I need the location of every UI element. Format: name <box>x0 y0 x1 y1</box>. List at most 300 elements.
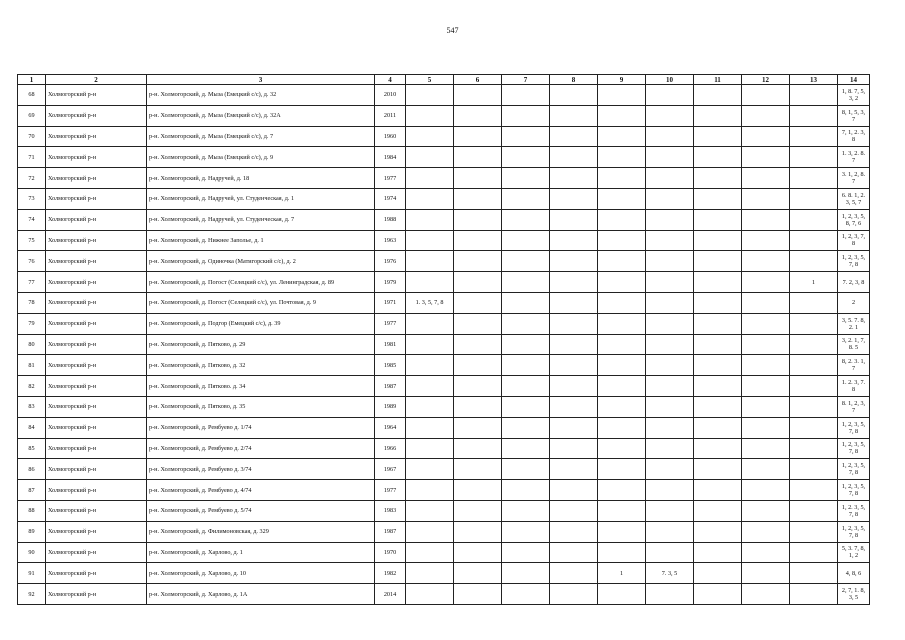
table-cell: 6. 8. 1, 2. 3, 5, 7 <box>838 188 870 209</box>
table-cell <box>646 105 694 126</box>
table-row <box>18 209 870 230</box>
table-cell <box>790 438 838 459</box>
table-cell: Холмогорский р-н <box>46 85 147 106</box>
table-cell: р-н. Холмогорский, д. Одиночка (Матигорский с/с), д. 2 <box>147 251 375 272</box>
table-row <box>18 292 870 313</box>
table-cell <box>790 251 838 272</box>
table-cell <box>646 542 694 563</box>
table-row <box>18 417 870 438</box>
table-cell <box>502 105 550 126</box>
table-cell <box>790 584 838 605</box>
table-cell <box>790 396 838 417</box>
table-cell <box>598 292 646 313</box>
table-cell: Холмогорский р-н <box>46 438 147 459</box>
table-row <box>18 272 870 293</box>
table-cell: 1966 <box>375 438 406 459</box>
table-cell: Холмогорский р-н <box>46 396 147 417</box>
table-cell: 1984 <box>375 147 406 168</box>
table-cell <box>742 168 790 189</box>
table-cell: Холмогорский р-н <box>46 480 147 501</box>
table-cell <box>406 376 454 397</box>
table-row <box>18 251 870 272</box>
table-cell <box>694 85 742 106</box>
table-cell <box>406 230 454 251</box>
table-cell <box>454 292 502 313</box>
table-cell: 92 <box>18 584 46 605</box>
table-cell <box>406 313 454 334</box>
table-cell: 79 <box>18 313 46 334</box>
table-cell <box>790 126 838 147</box>
table-cell <box>454 85 502 106</box>
table-cell <box>646 417 694 438</box>
table-cell <box>790 334 838 355</box>
table-cell <box>406 417 454 438</box>
table-cell: Холмогорский р-н <box>46 500 147 521</box>
table-cell <box>646 85 694 106</box>
table-cell <box>454 417 502 438</box>
table-cell <box>502 188 550 209</box>
table-cell <box>550 272 598 293</box>
table-cell: 82 <box>18 376 46 397</box>
table-cell <box>646 584 694 605</box>
table-cell <box>790 85 838 106</box>
table-cell <box>694 355 742 376</box>
table-row <box>18 521 870 542</box>
table-cell <box>694 417 742 438</box>
column-header: 5 <box>406 75 454 85</box>
table-cell: 1, 2, 3, 7, 8 <box>838 230 870 251</box>
table-cell <box>454 459 502 480</box>
table-cell: 86 <box>18 459 46 480</box>
table-cell <box>502 126 550 147</box>
table-cell: 1, 2, 3, 5, 8, 7, 6 <box>838 209 870 230</box>
table-cell <box>790 459 838 480</box>
table-cell <box>454 126 502 147</box>
table-cell: Холмогорский р-н <box>46 168 147 189</box>
table-row <box>18 355 870 376</box>
table-header <box>18 75 870 85</box>
table-cell: 1, 2, 3, 5, 7, 8 <box>838 438 870 459</box>
table-cell <box>742 292 790 313</box>
table-cell <box>790 521 838 542</box>
table-row <box>18 376 870 397</box>
table-cell: 1982 <box>375 563 406 584</box>
table-cell: р-н. Холмогорский, д. Харлово, д. 1А <box>147 584 375 605</box>
table-cell: 1987 <box>375 521 406 542</box>
column-header: 14 <box>838 75 870 85</box>
table-cell <box>646 292 694 313</box>
table-cell <box>406 459 454 480</box>
table-cell <box>790 500 838 521</box>
table-cell <box>646 459 694 480</box>
table-cell <box>694 251 742 272</box>
table-cell <box>790 168 838 189</box>
table-cell <box>790 376 838 397</box>
table-cell: р-н. Холмогорский, д. Рембуево д. 2/74 <box>147 438 375 459</box>
table-cell <box>598 459 646 480</box>
table-cell <box>742 500 790 521</box>
table-cell: р-н. Холмогорский, д. Рембуево д. 1/74 <box>147 417 375 438</box>
table-cell <box>550 313 598 334</box>
table-cell <box>694 396 742 417</box>
table-cell <box>646 376 694 397</box>
table-cell: р-н. Холмогорский, д. Рембуево д. 4/74 <box>147 480 375 501</box>
table-cell: 73 <box>18 188 46 209</box>
table-cell <box>550 251 598 272</box>
table-cell <box>742 355 790 376</box>
table-cell <box>694 147 742 168</box>
table-cell <box>550 376 598 397</box>
table-cell: 1, 2, 3, 5, 7, 8 <box>838 480 870 501</box>
table-cell: 1964 <box>375 417 406 438</box>
table-cell <box>598 126 646 147</box>
table-cell <box>550 126 598 147</box>
table-cell: 1, 2. 3, 5, 7, 8 <box>838 500 870 521</box>
table-cell <box>550 500 598 521</box>
table-cell: р-н. Холмогорский, д. Пятково, д. 32 <box>147 355 375 376</box>
table-cell <box>406 272 454 293</box>
table-cell <box>694 584 742 605</box>
table-cell <box>598 272 646 293</box>
table-cell <box>454 147 502 168</box>
table-cell <box>502 500 550 521</box>
table-cell: Холмогорский р-н <box>46 188 147 209</box>
table-row <box>18 480 870 501</box>
table-cell: р-н. Холмогорский, д. Подгор (Емецкий с/с), д. 39 <box>147 313 375 334</box>
table-cell <box>790 209 838 230</box>
table-cell <box>694 438 742 459</box>
header-row <box>18 75 870 85</box>
table-cell: Холмогорский р-н <box>46 542 147 563</box>
table-cell <box>694 272 742 293</box>
table-cell: Холмогорский р-н <box>46 272 147 293</box>
table-cell <box>598 438 646 459</box>
table-cell <box>694 334 742 355</box>
table-cell <box>454 584 502 605</box>
table-row <box>18 500 870 521</box>
column-header: 13 <box>790 75 838 85</box>
table-cell <box>742 147 790 168</box>
table-cell: р-н. Холмогорский, д. Харлово, д. 10 <box>147 563 375 584</box>
table-cell: 1989 <box>375 396 406 417</box>
table-cell <box>694 209 742 230</box>
table-cell <box>406 168 454 189</box>
table-cell <box>550 459 598 480</box>
table-cell <box>454 355 502 376</box>
table-cell: р-н. Холмогорский, д. Мыза (Емецкий с/с), д. 32А <box>147 105 375 126</box>
table-cell: 8, 2. 3. 1, 7 <box>838 355 870 376</box>
table-cell <box>598 168 646 189</box>
table-cell <box>502 313 550 334</box>
table-cell <box>598 584 646 605</box>
table-cell: Холмогорский р-н <box>46 376 147 397</box>
table-cell: Холмогорский р-н <box>46 334 147 355</box>
table-cell: 5, 3. 7, 8, 1, 2 <box>838 542 870 563</box>
table-cell <box>550 209 598 230</box>
table-cell: 1985 <box>375 355 406 376</box>
column-header: 4 <box>375 75 406 85</box>
table-cell <box>742 334 790 355</box>
table-cell <box>454 563 502 584</box>
table-cell <box>454 334 502 355</box>
table-row <box>18 85 870 106</box>
table-cell: р-н. Холмогорский, д. Мыза (Емецкий с/с), д. 9 <box>147 147 375 168</box>
table-cell: 2011 <box>375 105 406 126</box>
table-cell <box>694 313 742 334</box>
table-row <box>18 313 870 334</box>
table-cell: Холмогорский р-н <box>46 251 147 272</box>
table-cell: 2, 7, 1. 8, 3, 5 <box>838 584 870 605</box>
table-cell <box>646 480 694 501</box>
table-cell <box>406 209 454 230</box>
table-cell <box>502 521 550 542</box>
table-cell <box>742 209 790 230</box>
table-cell: 1976 <box>375 251 406 272</box>
table-cell <box>598 251 646 272</box>
table-cell: р-н. Холмогорский, д. Филимоновская, д. 329 <box>147 521 375 542</box>
table-row <box>18 126 870 147</box>
table-cell: Холмогорский р-н <box>46 292 147 313</box>
table-cell <box>694 480 742 501</box>
table-body <box>18 85 870 605</box>
table-cell: 2014 <box>375 584 406 605</box>
table-cell: Холмогорский р-н <box>46 563 147 584</box>
table-cell: 8. 1, 2, 3, 7 <box>838 396 870 417</box>
table-cell <box>502 85 550 106</box>
table-cell <box>790 355 838 376</box>
table-cell <box>550 105 598 126</box>
table-cell: 78 <box>18 292 46 313</box>
table-cell: Холмогорский р-н <box>46 459 147 480</box>
table-cell: р-н. Холмогорский, д. Пятково, д. 29 <box>147 334 375 355</box>
table-cell <box>550 334 598 355</box>
table-cell <box>598 188 646 209</box>
table-row <box>18 230 870 251</box>
table-cell <box>598 85 646 106</box>
table-cell <box>646 438 694 459</box>
column-header: 9 <box>598 75 646 85</box>
table-cell <box>454 542 502 563</box>
table-cell <box>598 500 646 521</box>
table-cell: 83 <box>18 396 46 417</box>
table-cell <box>550 230 598 251</box>
table-cell <box>406 542 454 563</box>
column-header: 2 <box>46 75 147 85</box>
table-cell <box>742 459 790 480</box>
table-cell: р-н. Холмогорский, д. Погост (Селецкий с/с), ул. Ленинградская, д. 89 <box>147 272 375 293</box>
table-cell: 1, 2, 3, 5, 7, 8 <box>838 417 870 438</box>
column-header: 7 <box>502 75 550 85</box>
table-row <box>18 188 870 209</box>
table-cell <box>502 355 550 376</box>
table-cell <box>550 85 598 106</box>
table-cell <box>502 334 550 355</box>
table-cell <box>406 563 454 584</box>
table-cell: 1, 2, 3, 5, 7, 8 <box>838 521 870 542</box>
table-cell: 1 <box>790 272 838 293</box>
table-cell: 1 <box>598 563 646 584</box>
table-cell: Холмогорский р-н <box>46 126 147 147</box>
page-number: 547 <box>446 26 459 35</box>
table-cell: 7. 3, 5 <box>646 563 694 584</box>
table-cell <box>598 521 646 542</box>
table-cell <box>742 313 790 334</box>
table-cell: 77 <box>18 272 46 293</box>
table-cell <box>454 105 502 126</box>
table-cell: 1979 <box>375 272 406 293</box>
table-cell <box>550 292 598 313</box>
table-cell <box>598 334 646 355</box>
table-cell <box>502 563 550 584</box>
table-cell <box>454 188 502 209</box>
table-cell <box>790 480 838 501</box>
table-cell: 1. 3, 2. 8. 7 <box>838 147 870 168</box>
table-cell: Холмогорский р-н <box>46 209 147 230</box>
table-cell <box>646 168 694 189</box>
table-cell: Холмогорский р-н <box>46 313 147 334</box>
table-cell <box>790 147 838 168</box>
table-cell: 1988 <box>375 209 406 230</box>
table-cell: Холмогорский р-н <box>46 521 147 542</box>
table-cell: 71 <box>18 147 46 168</box>
table-cell <box>742 230 790 251</box>
table-cell <box>406 521 454 542</box>
table-cell: р-н. Холмогорский, д. Мыза (Емецкий с/с), д. 32 <box>147 85 375 106</box>
table-cell <box>790 292 838 313</box>
table-cell <box>598 376 646 397</box>
table-cell <box>742 376 790 397</box>
table-cell <box>646 334 694 355</box>
table-cell <box>550 521 598 542</box>
table-cell: 68 <box>18 85 46 106</box>
table-cell <box>646 147 694 168</box>
table-cell: 7. 2, 3, 8 <box>838 272 870 293</box>
table-cell <box>454 313 502 334</box>
table-cell <box>646 355 694 376</box>
table-cell <box>790 188 838 209</box>
table-cell <box>646 521 694 542</box>
table-cell: 7, 1, 2. 3, 8 <box>838 126 870 147</box>
table-cell <box>598 105 646 126</box>
table-row <box>18 438 870 459</box>
table-cell <box>742 521 790 542</box>
table-cell <box>406 584 454 605</box>
table-cell: 4, 8, 6 <box>838 563 870 584</box>
table-cell: 1960 <box>375 126 406 147</box>
table-cell: 70 <box>18 126 46 147</box>
table-cell <box>694 376 742 397</box>
table-cell: 1. 3, 5, 7, 8 <box>406 292 454 313</box>
table-cell <box>598 147 646 168</box>
table-cell <box>502 480 550 501</box>
table-cell: р-н. Холмогорский, д. Рембуево д. 5/74 <box>147 500 375 521</box>
table-cell <box>742 542 790 563</box>
column-header: 8 <box>550 75 598 85</box>
table-cell <box>550 147 598 168</box>
table-cell <box>694 105 742 126</box>
column-header: 10 <box>646 75 694 85</box>
table-cell: 1, 8. 7, 5, 3, 2 <box>838 85 870 106</box>
table-cell <box>646 209 694 230</box>
table-cell: 72 <box>18 168 46 189</box>
table-cell <box>694 168 742 189</box>
table-cell <box>646 230 694 251</box>
table-cell <box>454 438 502 459</box>
table-cell: р-н. Холмогорский, д. Нижнее Заполье, д. 1 <box>147 230 375 251</box>
table-cell <box>550 584 598 605</box>
table-cell <box>502 230 550 251</box>
table-cell: 3. 1, 2, 8. 7 <box>838 168 870 189</box>
table-cell <box>742 251 790 272</box>
table-cell <box>406 355 454 376</box>
table-cell <box>694 521 742 542</box>
table-row <box>18 584 870 605</box>
table-cell: 1963 <box>375 230 406 251</box>
table-cell <box>790 105 838 126</box>
table-cell <box>646 272 694 293</box>
table-cell: 1981 <box>375 334 406 355</box>
table-cell <box>646 313 694 334</box>
table-cell: р-н. Холмогорский, д. Надручей, ул. Студенческая, д. 1 <box>147 188 375 209</box>
table-cell: 75 <box>18 230 46 251</box>
table-cell <box>406 105 454 126</box>
table-cell: 1970 <box>375 542 406 563</box>
table-cell <box>502 542 550 563</box>
table-cell <box>790 230 838 251</box>
table-cell: 8, 1, 5, 3, 7 <box>838 105 870 126</box>
table-cell <box>406 85 454 106</box>
table-cell <box>646 251 694 272</box>
table-cell: 1987 <box>375 376 406 397</box>
table-cell <box>550 168 598 189</box>
table-cell: 1. 2. 3, 7. 8 <box>838 376 870 397</box>
table-cell <box>550 480 598 501</box>
table-cell: 87 <box>18 480 46 501</box>
table-cell <box>598 209 646 230</box>
table-cell <box>694 188 742 209</box>
table-cell <box>694 500 742 521</box>
table-cell <box>694 230 742 251</box>
table-cell <box>406 188 454 209</box>
table-cell <box>598 230 646 251</box>
table-cell: 1967 <box>375 459 406 480</box>
table-cell: 2010 <box>375 85 406 106</box>
table-cell <box>454 480 502 501</box>
table-cell <box>790 542 838 563</box>
table-cell: 88 <box>18 500 46 521</box>
table-cell <box>694 542 742 563</box>
table-cell <box>742 105 790 126</box>
table-cell: р-н. Холмогорский, д. Мыза (Емецкий с/с), д. 7 <box>147 126 375 147</box>
table-row <box>18 334 870 355</box>
table-cell <box>502 292 550 313</box>
table-cell <box>454 396 502 417</box>
table-row <box>18 168 870 189</box>
table-cell <box>406 334 454 355</box>
table-cell <box>502 438 550 459</box>
table-cell: 90 <box>18 542 46 563</box>
table-cell: 1983 <box>375 500 406 521</box>
table-cell: Холмогорский р-н <box>46 105 147 126</box>
table-cell <box>550 563 598 584</box>
table-cell: 1977 <box>375 313 406 334</box>
table-cell <box>694 563 742 584</box>
table-cell <box>742 188 790 209</box>
table-cell <box>550 438 598 459</box>
table-cell <box>598 542 646 563</box>
table-cell <box>502 417 550 438</box>
table-cell: 1977 <box>375 168 406 189</box>
